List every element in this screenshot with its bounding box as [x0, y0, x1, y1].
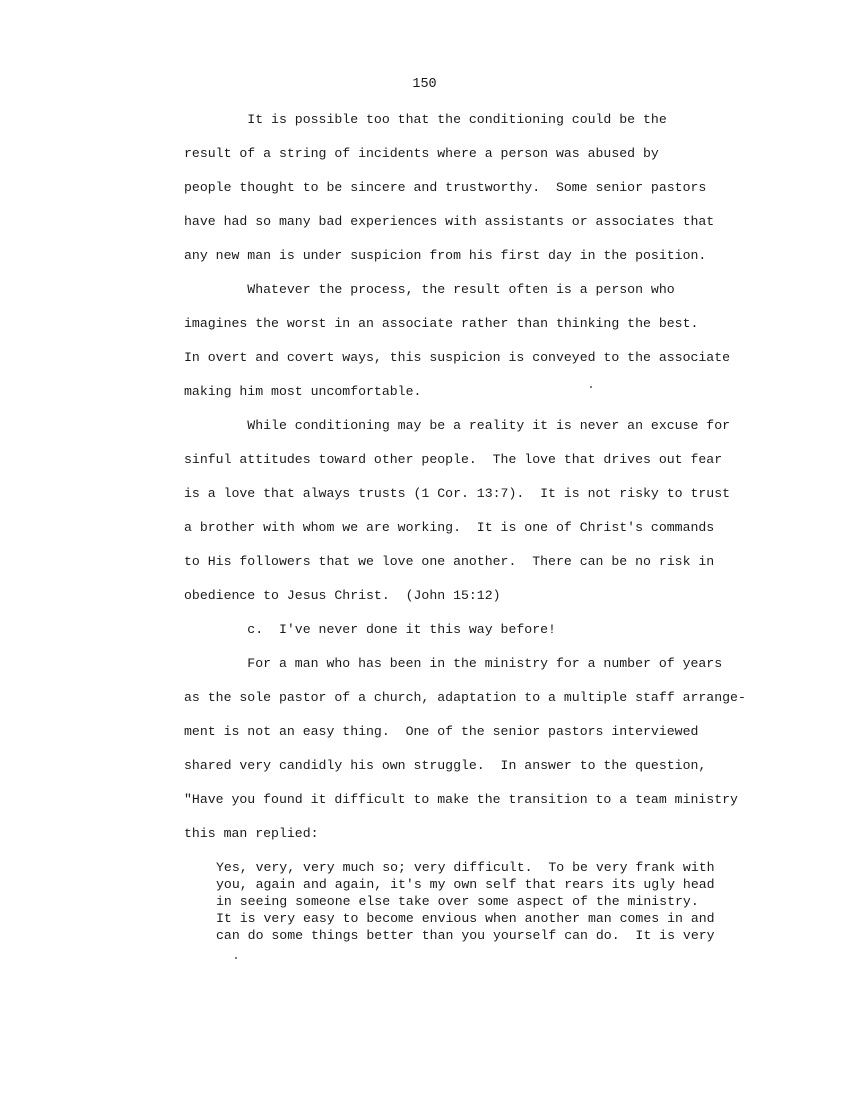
paragraph-5-line-5: "Have you found it difficult to make the transition to a team ministry [184, 792, 738, 807]
paragraph-3-line-2: sinful attitudes toward other people. The love that drives out fear [184, 452, 723, 467]
paragraph-3-line-4: a brother with whom we are working. It is one of Christ's commands [184, 520, 715, 535]
paragraph-5-line-2: as the sole pastor of a church, adaptation to a multiple staff arrange- [184, 690, 746, 705]
paragraph-5-line-1: For a man who has been in the ministry for a number of years [184, 656, 723, 671]
paragraph-1-line-5: any new man is under suspicion from his first day in the position. [184, 248, 707, 263]
block-quote-line-2: you, again and again, it's my own self that rears its ugly head [216, 877, 715, 892]
scan-speck [590, 386, 592, 388]
subheading-c: c. I've never done it this way before! [184, 622, 556, 637]
paragraph-1-line-3: people thought to be sincere and trustworthy. Some senior pastors [184, 180, 707, 195]
paragraph-2-line-2: imagines the worst in an associate rather than thinking the best. [184, 316, 699, 331]
page-number: 150 [412, 77, 437, 92]
block-quote-line-3: in seeing someone else take over some aspect of the ministry. [216, 894, 699, 909]
block-quote-line-4: It is very easy to become envious when another man comes in and [216, 911, 715, 926]
paragraph-5-line-4: shared very candidly his own struggle. In answer to the question, [184, 758, 707, 773]
paragraph-5-line-6: this man replied: [184, 826, 319, 841]
paragraph-3-line-6: obedience to Jesus Christ. (John 15:12) [184, 588, 501, 603]
block-quote-line-1: Yes, very, very much so; very difficult. To be very frank with [216, 860, 715, 875]
paragraph-1-line-2: result of a string of incidents where a person was abused by [184, 146, 659, 161]
paragraph-2-line-4: making him most uncomfortable. [184, 384, 422, 399]
paragraph-3-line-3: is a love that always trusts (1 Cor. 13:7). It is not risky to trust [184, 486, 731, 501]
paragraph-3-line-5: to His followers that we love one another. There can be no risk in [184, 554, 715, 569]
paragraph-2-line-1: Whatever the process, the result often is a person who [184, 282, 675, 297]
paragraph-2-line-3: In overt and covert ways, this suspicion is conveyed to the associate [184, 350, 731, 365]
block-quote-line-5: can do some things better than you yourself can do. It is very [216, 928, 715, 943]
paragraph-5-line-3: ment is not an easy thing. One of the senior pastors interviewed [184, 724, 699, 739]
paragraph-1-line-4: have had so many bad experiences with assistants or associates that [184, 214, 715, 229]
paragraph-3-line-1: While conditioning may be a reality it is never an excuse for [184, 418, 731, 433]
scan-speck [235, 957, 237, 959]
paragraph-1-line-1: It is possible too that the conditioning could be the [184, 112, 667, 127]
